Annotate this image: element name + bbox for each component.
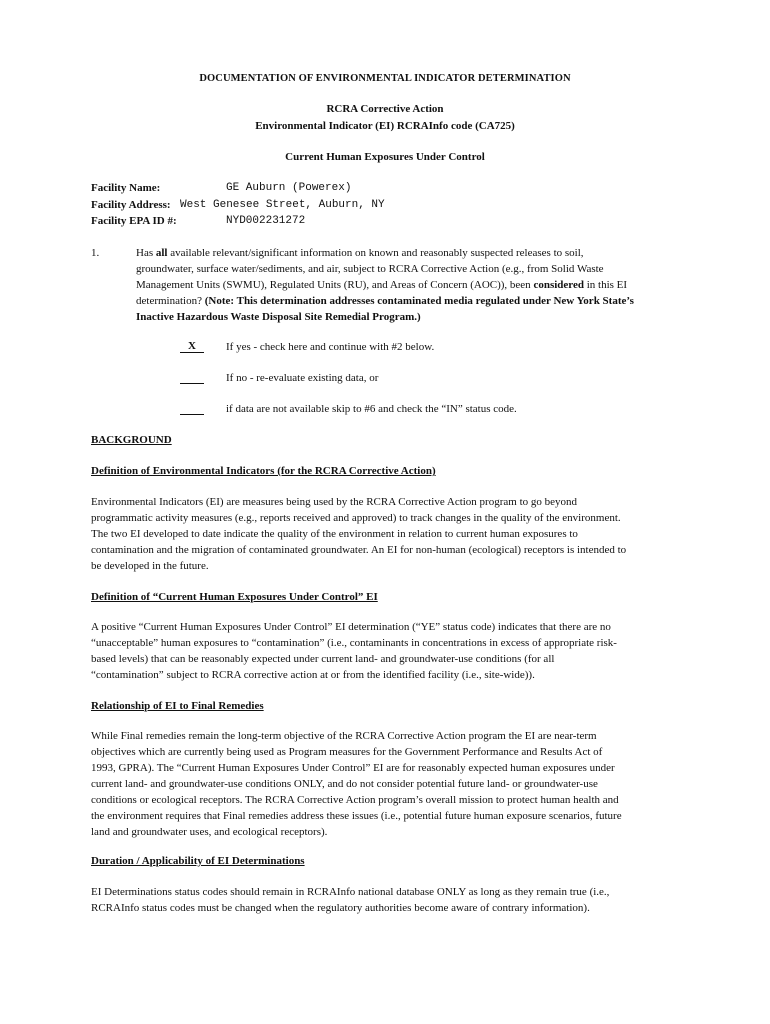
facility-epa-value: NYD002231272 [226, 215, 306, 227]
definition-che-heading: Definition of “Current Human Exposures Under Control” EI [91, 591, 378, 603]
definition-ei-heading: Definition of Environmental Indicators (for the RCRA Corrective Action) [91, 465, 436, 477]
program-name: RCRA Corrective Action [326, 103, 444, 115]
question-text-all: all [155, 247, 168, 259]
question-text-considered: considered [533, 279, 584, 291]
question-text-c: in this EI determination? [136, 279, 628, 307]
option-yes-label: If yes - check here and continue with #2 below. [226, 341, 435, 353]
subject-title: Current Human Exposures Under Control [285, 151, 485, 163]
ei-code-line: Environmental Indicator (EI) RCRAInfo code (CA725) [255, 120, 515, 132]
facility-address-value: West Genesee Street, Auburn, NY [180, 199, 385, 211]
question-text-a: Has [136, 247, 156, 259]
option-unavailable-label: if data are not available skip to #6 and check the “IN” status code. [226, 403, 517, 415]
option-unavailable-blank[interactable] [180, 400, 204, 415]
definition-che-text: A positive “Current Human Exposures Under Control” EI determination (“YE” status code) indicates that there are no “unacceptable” human exposures to “contamination” (i.e., contaminants in concentrations in excess of appropriate risk-based levels) that can be reasonably expected under current land- and groundwater-use conditions (for all “contamination” subject to RCRA corrective action at or from the identified facility (i.e., site-wide)). [91, 621, 617, 681]
option-no-blank[interactable] [180, 369, 204, 384]
document-title: DOCUMENTATION OF ENVIRONMENTAL INDICATOR DETERMINATION [199, 73, 571, 84]
facility-epa-label: Facility EPA ID #: [91, 215, 177, 227]
relationship-text: While Final remedies remain the long-term objective of the RCRA Corrective Action program the EI are near-term objectives which are currently being used as Program measures for the Government Performance and Results Act of 1993, GPRA). The “Current Human Exposures Under Control” EI are for reasonably expected human exposures under current land- and groundwater-use conditions ONLY, and do not consider potential future land- or groundwater-use conditions or ecological receptors. The RCRA Corrective Action program’s overall mission to protect human health and the environment requires that Final remedies address these issues (i.e., potential future human exposure scenarios, future land and groundwater uses, and ecological receptors). [91, 730, 622, 838]
definition-ei-text: Environmental Indicators (EI) are measures being used by the RCRA Corrective Action program to go beyond programmatic activity measures (e.g., reports received and approved) to track changes in the quality of the environment. The two EI developed to date indicate the quality of the environment in relation to current human exposures to contamination and the migration of contaminated groundwater. An EI for non-human (ecological) receptors is intended to be developed in the future. [91, 496, 627, 572]
duration-text: EI Determinations status codes should remain in RCRAInfo national database ONLY as long as they remain true (i.e., RCRAInfo status codes must be changed when the regulatory authorities become aware of contrary information). [91, 886, 610, 914]
question-number: 1. [91, 247, 100, 259]
facility-name-value: GE Auburn (Powerex) [226, 182, 352, 194]
facility-address-label: Facility Address: [91, 199, 171, 211]
option-yes-blank[interactable]: X [180, 338, 204, 353]
question-text-b: available relevant/significant information on known and reasonably suspected releases to soil, groundwater, surface water/sediments, and air, subject to RCRA Corrective Action (e.g., from Solid Waste Management Units (SWMU), Regulated Units (RU), and Areas of Concern (AOC)), been [136, 247, 604, 291]
question-text [136, 245, 636, 325]
facility-name-label: Facility Name: [91, 182, 161, 194]
background-heading: BACKGROUND [91, 434, 172, 446]
option-no-label: If no - re-evaluate existing data, or [226, 372, 379, 384]
relationship-heading: Relationship of EI to Final Remedies [91, 700, 264, 712]
question-note: (Note: This determination addresses contaminated media regulated under New York State’s Inactive Hazardous Waste Disposal Site Remedial Program.) [136, 295, 634, 323]
duration-heading: Duration / Applicability of EI Determinations [91, 855, 305, 867]
